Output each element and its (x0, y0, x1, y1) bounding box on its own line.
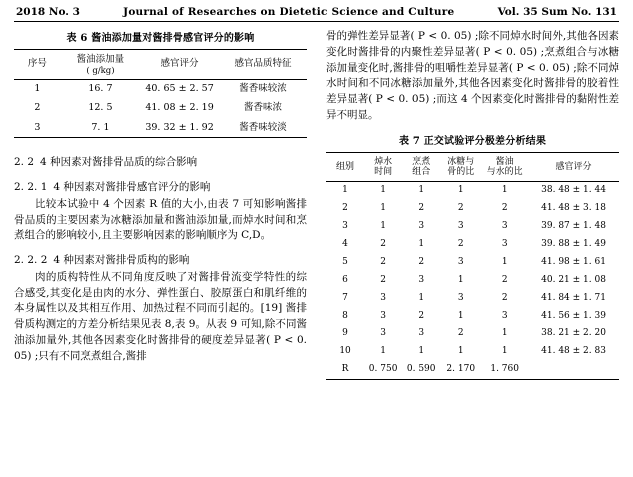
table-row (326, 236, 619, 254)
table-6-caption: 表 6 酱油添加量对酱排骨感官评分的影响 (66, 33, 255, 44)
running-head-right: Vol. 35 Sum No. 131 (497, 6, 617, 18)
table-7-cell-5-4: 2 (501, 274, 508, 285)
table-7-cell-6-4: 2 (501, 292, 508, 303)
table-7-cell-7-1: 3 (380, 310, 386, 321)
table-row (326, 200, 619, 218)
table-6-cell-2-3: 酱香味较淡 (219, 118, 307, 138)
section-number-2-2-2: 2. 2. 2 (14, 254, 48, 267)
table-7-header-label-4a: 酱油 (495, 156, 514, 167)
table-row (326, 254, 619, 272)
table-7-cell-2-2: 3 (418, 221, 425, 232)
table-7-cell-6-2: 1 (418, 292, 425, 303)
table-7-cell-6-3: 3 (457, 292, 464, 303)
table-7-cell-5-2: 3 (418, 274, 425, 285)
table-7-cell-1-1: 1 (380, 203, 386, 214)
table-7-cell-4-2: 2 (418, 256, 425, 267)
table-7-cell-9-0: 10 (339, 346, 351, 357)
table-7-header-label-1a: 焯水 (374, 156, 393, 167)
table-7-header-cell-0 (326, 152, 364, 182)
section-title-2-2-2: 4 种因素对酱排骨质构的影响 (53, 254, 190, 267)
left-column (14, 29, 307, 380)
table-7-caption: 表 7 正交试验评分极差分析结果 (398, 135, 547, 147)
table-6-header-row (14, 50, 307, 80)
table-7-range-value-0: 0. 750 (364, 361, 402, 379)
table-7-cell-8-0: 9 (342, 328, 348, 339)
table-7-header-cell-4 (481, 152, 528, 182)
table-6-header-cell-2: 感官评分 (140, 50, 219, 80)
table-7-cell-8-5: 38. 21 ± 2. 20 (541, 328, 606, 339)
table-7-cell-8-1: 3 (380, 328, 386, 339)
table-7-cell-4-3: 3 (457, 256, 464, 267)
table-7-header-label-1b: 时间 (374, 166, 393, 177)
table-row (326, 289, 619, 307)
table-7-cell-7-3: 1 (457, 310, 464, 321)
table-row (326, 325, 619, 343)
table-7-header-cell-3 (440, 152, 481, 182)
table-7-body (326, 182, 619, 380)
table-6-header-unit: ( g/kg) (86, 65, 115, 76)
section-heading-2-2 (14, 155, 307, 171)
table-7-header-label-0: 组别 (336, 161, 355, 172)
table-7-cell-9-3: 1 (457, 346, 464, 357)
table-7-range-value-4 (528, 361, 619, 379)
table-7-cell-5-1: 2 (380, 274, 386, 285)
table-7-cell-1-2: 2 (418, 203, 425, 214)
table-7-cell-3-0: 4 (342, 239, 348, 249)
table-7-cell-0-5: 38. 48 ± 1. 44 (541, 185, 606, 196)
table-7-header-label-3a: 冰糖与 (447, 156, 475, 167)
table-7-range-value-2: 2. 170 (440, 361, 481, 379)
table-7-cell-6-5: 41. 84 ± 1. 71 (541, 292, 606, 303)
table-7-cell-2-5: 39. 87 ± 1. 48 (541, 221, 606, 232)
table-6-cell-1-0: 2 (34, 102, 41, 114)
section-title-2-2: 4 种因素对酱排骨品质的综合影响 (40, 156, 198, 169)
table-7-block (326, 134, 619, 380)
section-number-2-2-1: 2. 2. 1 (14, 181, 48, 194)
table-7-cell-2-4: 3 (501, 221, 508, 232)
table-7-cell-3-5: 39. 88 ± 1. 49 (541, 239, 606, 249)
table-7-cell-2-1: 1 (380, 221, 386, 232)
running-head-left: 2018 No. 3 (16, 6, 80, 18)
table-7-header-row (326, 152, 619, 182)
running-head-journal-title: Journal of Researches on Dietetic Science and Culture (123, 6, 455, 18)
table-row (326, 218, 619, 236)
table-6-cell-0-1: 16. 7 (61, 79, 140, 99)
table-row (14, 79, 307, 99)
table-6-header-cell-3: 感官品质特征 (219, 50, 307, 80)
table-6-block (14, 31, 307, 138)
table-6-cell-1-1: 12. 5 (88, 102, 113, 114)
table-7-header-label-2a: 烹煮 (412, 156, 431, 167)
table-7-cell-0-0: 1 (342, 185, 348, 196)
table-6 (14, 49, 307, 138)
table-7-cell-7-0: 8 (342, 310, 348, 321)
table-6-header-cell-0: 序号 (14, 50, 61, 80)
table-7-cell-3-3: 2 (457, 239, 464, 249)
table-7-cell-4-1: 2 (380, 256, 386, 267)
table-7-cell-3-2: 1 (418, 239, 425, 249)
table-row (326, 343, 619, 361)
table-row (326, 272, 619, 290)
paragraph-continued: 骨的弹性差异显著( P < 0. 05) ;除不同焯水时间外,其他各因素变化时酱排骨的内聚性差异显著( P < 0. 05) ;烹煮组合与冰糖添加量变化时,酱排骨的咀嚼性差异显著( P < 0. 05) ;除不同焯水时间和不同冰糖添加量外,其他各因素变化时酱排骨的胶着性差异显著( P < 0. 05) ;而这 4 个因素变化时酱排骨的黏附性差异不明显。 (326, 30, 619, 121)
table-7-cell-8-4: 1 (501, 328, 508, 339)
table-7-cell-5-5: 40. 21 ± 1. 08 (541, 274, 606, 285)
table-7-cell-1-4: 2 (501, 203, 508, 214)
right-column (326, 29, 619, 380)
table-7-cell-4-5: 41. 98 ± 1. 61 (541, 256, 606, 267)
table-7-cell-0-3: 1 (457, 185, 464, 196)
table-6-cell-1-3: 酱香味浓 (244, 102, 283, 114)
section-title-2-2-1: 4 种因素对酱排骨感官评分的影响 (53, 181, 211, 194)
table-row (14, 118, 307, 138)
table-7-cell-3-1: 2 (380, 239, 386, 249)
table-7-cell-7-4: 3 (501, 310, 508, 321)
table-7-cell-1-5: 41. 48 ± 3. 18 (541, 203, 606, 214)
table-7-range-row (326, 361, 619, 379)
table-6-cell-0-3: 酱香味较浓 (219, 79, 307, 99)
table-7-cell-2-0: 3 (342, 221, 348, 232)
table-7-cell-7-5: 41. 56 ± 1. 39 (541, 310, 606, 321)
table-7-cell-9-4: 1 (501, 346, 508, 357)
table-6-cell-0-2: 40. 65 ± 2. 57 (140, 79, 219, 99)
table-7-cell-4-0: 5 (342, 256, 348, 267)
table-6-cell-1-2: 41. 08 ± 2. 19 (145, 102, 214, 114)
table-6-cell-2-2: 39. 32 ± 1. 92 (140, 118, 219, 138)
section-heading-2-2-2 (14, 253, 307, 269)
table-6-cell-2-0: 3 (14, 118, 61, 138)
table-7-header-label-2b: 组合 (412, 166, 431, 177)
table-7-cell-5-0: 6 (342, 274, 348, 285)
section-number-2-2: 2. 2 (14, 156, 35, 169)
table-7-cell-1-0: 2 (342, 203, 348, 214)
two-column-body (14, 29, 619, 380)
table-7-cell-1-3: 2 (457, 203, 464, 214)
table-7-cell-9-2: 1 (418, 346, 425, 357)
table-7-cell-9-5: 41. 48 ± 2. 83 (541, 346, 606, 357)
table-7-header-label-4b: 与水的比 (486, 166, 523, 177)
table-row (14, 99, 307, 118)
table-7-cell-8-3: 2 (457, 328, 464, 339)
table-6-header-cell-1 (61, 50, 140, 80)
table-row (326, 307, 619, 325)
table-7-cell-0-2: 1 (418, 185, 425, 196)
table-7-range-label: R (326, 361, 364, 379)
table-7 (326, 152, 619, 380)
table-7-cell-2-3: 3 (457, 221, 464, 232)
table-7-cell-6-1: 3 (380, 292, 386, 303)
table-7-cell-3-4: 3 (501, 239, 508, 249)
table-7-cell-4-4: 1 (501, 256, 508, 267)
spacer (14, 138, 307, 146)
paragraph-2-2-1: 比较本试验中 4 个因素 R 值的大小,由表 7 可知影响酱排骨品质的主要因素为冰糖添加量和酱油添加量,而焯水时间和烹煮组合的影响较小,且主要影响因素的影响顺序为 C,D。 (14, 197, 307, 242)
table-row (326, 182, 619, 200)
table-7-cell-6-0: 7 (342, 292, 348, 303)
table-7-header-cell-1 (364, 152, 402, 182)
table-6-cell-2-1: 7. 1 (61, 118, 140, 138)
table-7-cell-5-3: 1 (457, 274, 464, 285)
running-head (14, 6, 619, 22)
table-6-cell-0-0: 1 (14, 79, 61, 99)
table-7-header-cell-5 (528, 152, 619, 182)
table-7-cell-9-1: 1 (380, 346, 386, 357)
table-7-header-label-3b: 骨的比 (447, 166, 475, 177)
table-7-cell-0-1: 1 (380, 185, 386, 196)
table-7-header-label-5: 感官评分 (555, 161, 592, 172)
table-6-header-label-1: 酱油添加量 (76, 53, 125, 65)
table-7-cell-0-4: 1 (501, 185, 508, 196)
table-7-cell-7-2: 2 (418, 310, 425, 321)
table-7-header-cell-2 (402, 152, 440, 182)
section-heading-2-2-1 (14, 180, 307, 196)
table-7-range-value-1: 0. 590 (402, 361, 440, 379)
paragraph-2-2-2: 肉的质构特性从不同角度反映了对酱排骨流变学特性的综合感受,其变化是由肉的水分、弹性蛋白、胶原蛋白和肌纤维的本身属性以及其相互作用、加热过程不同而引起的。[19] 酱排骨质构测定的方差分析结果见表 8,表 9。从表 9 可知,除不同酱油添加量外,其他各因素变化时酱排骨的硬度差异显著( P < 0. 05) ;只有不同烹煮组合,酱排 (14, 270, 307, 362)
table-7-cell-8-2: 3 (418, 328, 425, 339)
table-7-range-value-3: 1. 760 (481, 361, 528, 379)
